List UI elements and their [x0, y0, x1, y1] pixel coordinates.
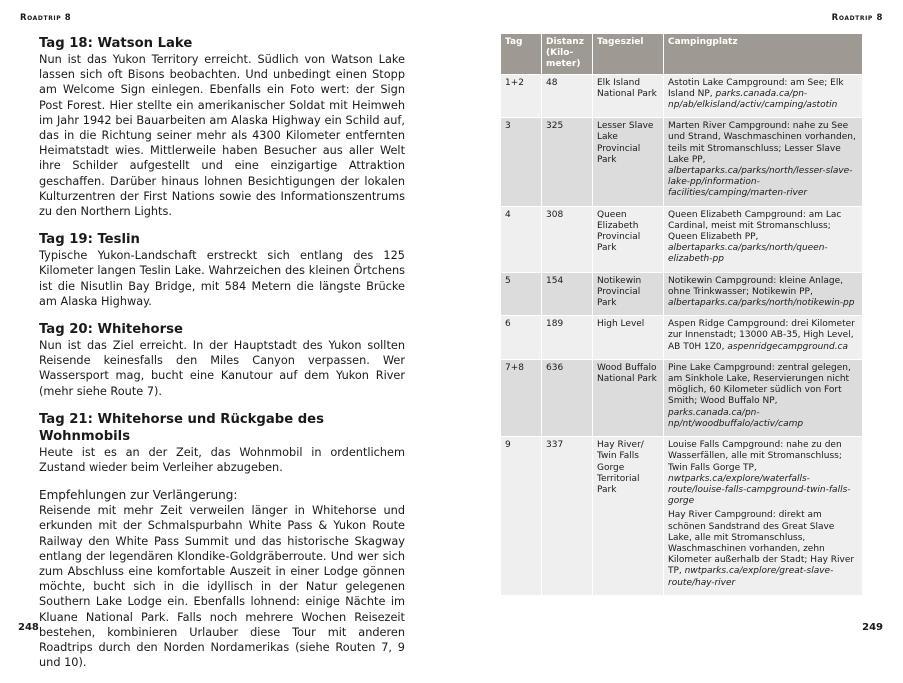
campground-entry	[668, 363, 858, 430]
header-tag: Tag	[501, 34, 541, 74]
left-page-text	[39, 35, 405, 683]
campground-entry	[668, 276, 858, 310]
cell-campingplatz	[664, 360, 862, 436]
cell-distanz: 189	[542, 316, 592, 359]
cell-tagesziel: Queen Elizabeth Provincial Park	[593, 207, 663, 272]
extension-title: Empfehlungen zur Verlängerung:	[39, 488, 238, 503]
cell-campingplatz	[664, 75, 862, 118]
cell-tagesziel: Hay River/ Twin Falls Gorge Territorial Park	[593, 437, 663, 595]
table-row	[501, 437, 862, 595]
campground-url: albertaparks.ca/parks/north/notikewin-pp	[668, 298, 855, 309]
cell-campingplatz	[664, 316, 862, 359]
cell-tag: 4	[501, 207, 541, 272]
section-title: Tag 19: Teslin	[39, 232, 140, 248]
campground-entry	[668, 78, 858, 112]
cell-tag: 6	[501, 316, 541, 359]
section-text: Nun ist das Ziel erreicht. In der Hauptstadt des Yukon sollten Reisende keinesfalls den Miles Canyon verpassen. Wer Wassersport mag, bucht eine Kanutour auf dem Yukon River (mehr siehe Route 7).	[39, 339, 405, 398]
cell-tagesziel: Lesser Slave Lake Provincial Park	[593, 118, 663, 205]
campground-url: parks.canada.ca/pn-np/ab/elkisland/activ/camping/astotin	[668, 88, 838, 111]
campground-table	[500, 33, 863, 596]
cell-campingplatz	[664, 118, 862, 205]
section-title: Tag 21: Whitehorse und Rückgabe des Wohnmobils	[39, 411, 324, 444]
running-head-right: Roadtrip 8	[831, 13, 883, 23]
campground-text: Hay River Campground: direkt am schönen Sandstrand des Great Slave Lake, alle mit Stromanschluss, Waschmaschinen vorhanden, zehn Kilometer außerhalb der Stadt; Hay River TP,	[668, 510, 855, 577]
section-text: Typische Yukon-Landschaft erstreckt sich entlang des 125 Kilometer langen Teslin Lake. Wahrzeichen des kleinen Örtchens ist die Nisutlin Bay Bridge, mit 584 Metern die längste Brücke am Alaska Highway.	[39, 249, 405, 308]
campground-text: Louise Falls Campground: nahe zu den Wasserfällen, alle mit Stromanschluss; Twin Falls Gorge TP,	[668, 440, 842, 473]
table-row	[501, 316, 862, 359]
campground-entry	[668, 121, 858, 199]
page-number-right: 249	[862, 622, 883, 633]
cell-distanz: 337	[542, 437, 592, 595]
header-campingplatz: Campingplatz	[664, 34, 862, 74]
campground-url: nwtparks.ca/explore/waterfalls-route/louise-falls-campground-twin-falls-gorge	[668, 473, 851, 507]
cell-campingplatz	[664, 437, 862, 595]
cell-tag: 5	[501, 273, 541, 316]
section-title: Tag 18: Watson Lake	[39, 36, 193, 51]
campground-url: parks.canada.ca/pn-np/nt/woodbuffalo/activ/camp	[668, 407, 804, 429]
cell-tagesziel: High Level	[593, 316, 663, 359]
cell-distanz: 308	[542, 207, 592, 272]
table-header-row	[501, 34, 862, 74]
campground-text: Aspen Ridge Campground: drei Kilometer zur Innenstadt; 13000 AB-35, High Level, AB T0H 1Z0,	[668, 319, 855, 352]
header-tagesziel: Tagesziel	[593, 34, 663, 74]
campground-entry	[668, 510, 858, 588]
cell-distanz: 48	[542, 75, 592, 118]
section-day-18	[39, 35, 405, 219]
campground-url: albertaparks.ca/parks/north/queen-elizabeth-pp	[668, 243, 828, 265]
cell-distanz: 636	[542, 360, 592, 436]
campground-url: albertaparks.ca/parks/north/lesser-slave-lake-pp/information-facilities/camping/marten-river	[668, 166, 853, 199]
table-row	[501, 273, 862, 316]
table-row	[501, 118, 862, 205]
campground-entry	[668, 319, 858, 353]
campground-entry	[668, 210, 858, 266]
cell-tag: 1+2	[501, 75, 541, 118]
section-day-20	[39, 321, 405, 399]
cell-distanz: 154	[542, 273, 592, 316]
campground-table-wrapper	[500, 33, 863, 596]
table-row	[501, 360, 862, 436]
campground-text: Pine Lake Campground: zentral gelegen, am Sinkhole Lake, Reservierungen nicht möglich, 60 Kilometer südlich von Fort Smith; Wood Buffalo NP,	[668, 362, 851, 407]
section-day-19	[39, 231, 405, 309]
running-head-left: Roadtrip 8	[20, 13, 72, 23]
campground-text: Astotin Lake Campground: am See; Elk Island NP,	[668, 77, 844, 99]
cell-tag: 3	[501, 118, 541, 205]
table-row	[501, 207, 862, 272]
campground-text: Notikewin Campground: kleine Anlage, ohne Trinkwasser; Notikewin PP,	[668, 275, 843, 297]
section-title: Tag 20: Whitehorse	[39, 322, 183, 338]
campground-url: aspenridgecampground.ca	[727, 341, 849, 352]
header-distanz: Distanz (Kilo-meter)	[542, 34, 592, 74]
table-row	[501, 75, 862, 118]
page-number-left: 248	[18, 622, 39, 633]
cell-distanz: 325	[542, 118, 592, 205]
cell-tagesziel: Notikewin Provincial Park	[593, 273, 663, 316]
cell-campingplatz	[664, 207, 862, 272]
section-extension	[39, 487, 405, 670]
cell-tagesziel: Wood Buffalo National Park	[593, 360, 663, 436]
campground-url: nwtparks.ca/explore/great-slave-route/hay-river	[668, 566, 834, 588]
extension-text: Reisende mit mehr Zeit verweilen länger in Whitehorse und erkunden mit der Schmalspurbahn White Pass & Yukon Route Railway den White Pass Summit und das historische Skagway entlang der legendären Klondike-Goldgräberroute. Und wer sich zum Abschluss eine komfortable Auszeit in einer Lodge gönnen möchte, bucht sich in die idyllisch in der Natur gelegenen Southern Lake Lodge ein. Ebenfalls lohnend: einige Nächte im Kluane National Park. Falls noch mehrere Wochen Reisezeit bestehen, kombinieren Urlauber diese Tour mit anderen Roadtrips durch den Norden Nordamerikas (siehe Routen 7, 9 und 10).	[39, 504, 405, 670]
cell-campingplatz	[664, 273, 862, 316]
campground-text: Marten River Campground: nahe zu See und Strand, Waschmaschinen vorhanden, teils mit Stromanschluss; Lesser Slave Lake PP,	[668, 121, 856, 165]
section-text: Nun ist das Yukon Territory erreicht. Südlich von Watson Lake lassen sich oft Bisons beobachten. Und unbedingt einen Stopp am Welcome Sign einlegen. Ebenfalls ein Foto wert: der Sign Post Forest. Hier stellte ein amerikanischer Soldat mit Heimweh im Jahr 1942 bei Bauarbeiten am Alaska Highway ein Schild auf, das in die Richtung seiner mehr als 4300 Kilometer entfernten Heimatstadt wies. Mittlerweile haben Besucher aus aller Welt ihre Schilder aufgestellt und eine einzigartige Attraktion geschaffen. Darüber hinaus lohnen Besichtigungen der lokalen Kulturzentren der First Nations sowie des Informationszentrums zu den Northern Lights.	[39, 53, 405, 219]
section-text: Heute ist es an der Zeit, das Wohnmobil in ordentlichem Zustand wieder beim Verleiher abzugeben.	[39, 445, 405, 475]
cell-tagesziel: Elk Island National Park	[593, 75, 663, 118]
cell-tag: 7+8	[501, 360, 541, 436]
cell-tag: 9	[501, 437, 541, 595]
section-day-21	[39, 411, 405, 475]
campground-text: Queen Elizabeth Campground: am Lac Cardinal, meist mit Stromanschluss; Queen Elizabeth PP,	[668, 209, 842, 243]
campground-entry	[668, 440, 858, 507]
